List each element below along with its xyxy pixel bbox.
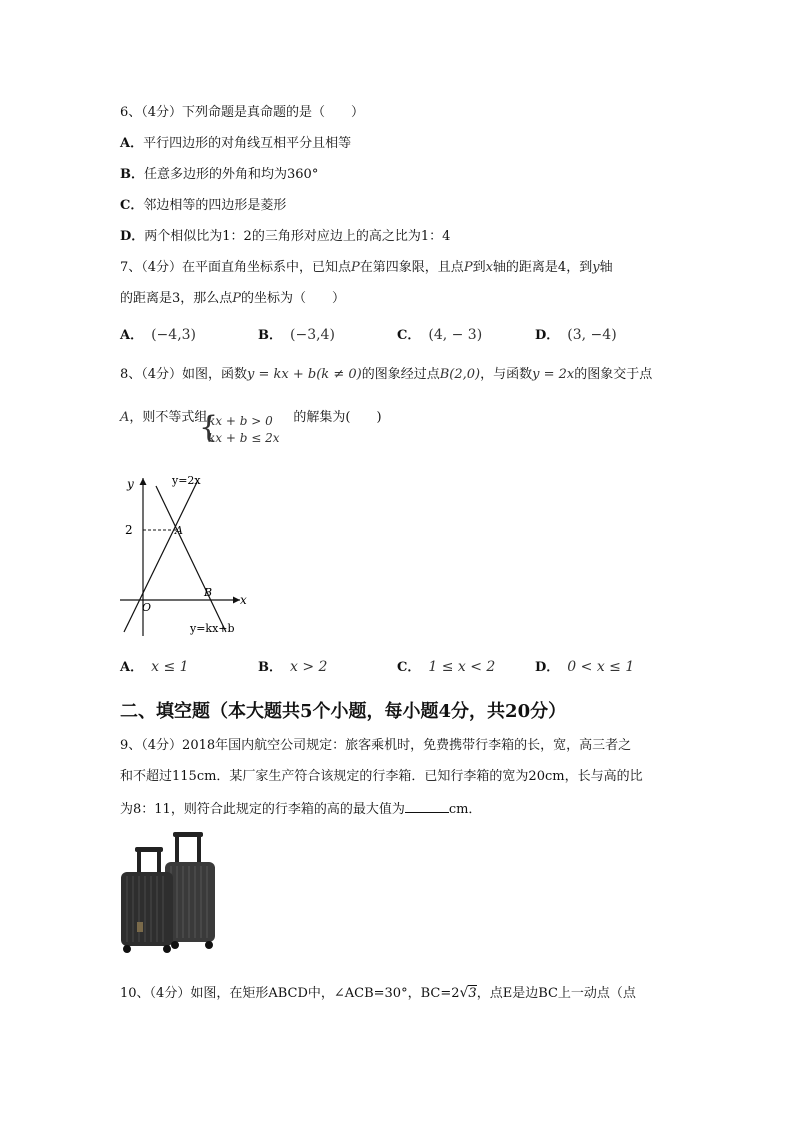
q8-function-graph [116,472,256,642]
q6-option-c: C．邻边相等的四边形是菱形 [120,198,287,213]
line-y-kx-b-label: y=kx+b [190,622,235,635]
q8-option-b: B． x > 2 [258,659,328,675]
q7-option-c: C． (4, − 3) [397,327,483,343]
luggage-image [117,832,217,954]
q6-option-a: A．平行四边形的对角线互相平分且相等 [120,136,352,151]
line-y-kx-b [156,486,226,632]
line-y-2x-label: y=2x [172,474,201,487]
answer-blank [405,799,449,813]
q6-stem: 6、（4分）下列命题是真命题的是（ ） [120,105,365,120]
point-b-label: B [204,586,213,599]
section-heading: 二、填空题（本大题共5个小题，每小题4分，共20分） [120,701,567,722]
q6-option-d: D．两个相似比为1：2的三角形对应边上的高之比为1：4 [120,229,451,244]
inequality-brace: { [199,410,219,445]
inequality-system: kx + b > 0 kx + b ≤ 2x [208,414,280,445]
q8-option-a: A． x ≤ 1 [120,659,189,675]
q8-stem-line1: 8、（4分）如图，函数y = kx + b(k ≠ 0)的图象经过点B(2,0)，与函数y = 2x的图象交于点 [120,367,653,382]
x-axis-label: x [240,593,247,607]
origin-label: O [142,601,152,614]
sqrt-radicand: 3 [468,986,477,1001]
y-tick-2: 2 [125,523,133,537]
q7-option-d: D． (3, −4) [535,327,617,343]
q9-line1: 9、（4分）2018年国内航空公司规定：旅客乘机时，免费携带行李箱的长，宽，高三者之 [120,738,632,753]
q7-stem-line1: 7、（4分）在平面直角坐标系中，已知点P在第四象限，且点P到x轴的距离是4，到y轴 [120,260,613,275]
point-a-label: A [175,524,183,537]
q10-line1: 10、（4分）如图，在矩形ABCD中，∠ACB=30°，BC=2√3，点E是边BC上一动点（点 [120,985,636,1001]
q7-option-b: B． (−3,4) [258,327,335,343]
q7-stem-line2: 的距离是3，那么点P的坐标为（ ） [120,291,346,306]
line-y-2x [124,480,198,632]
q8-option-d: D． 0 < x ≤ 1 [535,659,635,675]
q8-option-c: C． 1 ≤ x < 2 [397,659,496,675]
q8-stem-line2: A，则不等式组 的解集为( ) [120,410,382,425]
q7-option-a: A． (−4,3) [120,327,197,343]
q9-line2: 和不超过115cm．某厂家生产符合该规定的行李箱．已知行李箱的宽为20cm，长与高的比 [120,769,643,784]
q9-line3: 为8：11，则符合此规定的行李箱的高的最大值为 cm． [120,799,481,819]
y-axis-label: y [127,477,134,491]
q6-option-b: B．任意多边形的外角和均为360° [120,167,319,182]
